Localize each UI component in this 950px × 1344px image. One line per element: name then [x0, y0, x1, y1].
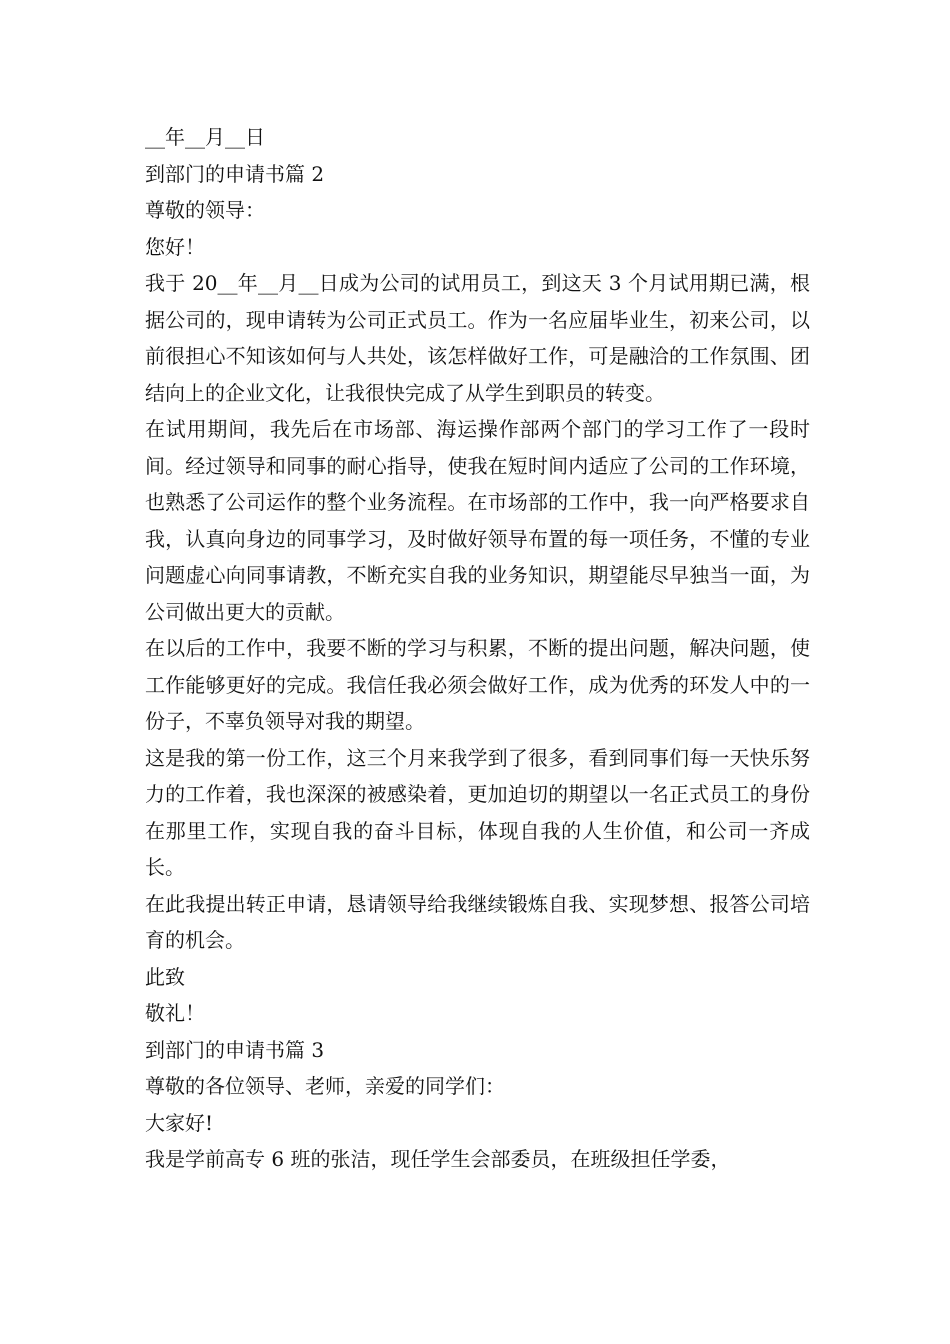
paragraph-intro: 我于 20__年__月__日成为公司的试用员工，到这天 3 个月试用期已满，根据公司的，现申请转为公司正式员工。作为一名应届毕业生，初来公司，以前很担心不知该如何与人共处，该怎样做好工作，可是融洽的工作氛围、团结向上的企业文化，让我很快完成了从学生到职员的转变。 [145, 271, 810, 405]
date-line: __年__月__日 [145, 125, 265, 149]
paragraph-application: 在此我提出转正申请，恳请领导给我继续锻炼自我、实现梦想、报答公司培育的机会。 [145, 891, 810, 952]
document-body [145, 119, 810, 1178]
greeting: 您好！ [145, 234, 205, 259]
paragraph-future-work: 在以后的工作中，我要不断的学习与积累，不断的提出问题，解决问题，使工作能够更好的完成。我信任我必须会做好工作，成为优秀的环发人中的一份子，不辜负领导对我的期望。 [145, 636, 810, 733]
section-title-3: 到部门的申请书篇 3 [145, 1037, 325, 1062]
greeting-2: 大家好! [145, 1110, 214, 1135]
paragraph-first-job: 这是我的第一份工作，这三个月来我学到了很多，看到同事们每一天快乐努力的工作着，我也深深的被感染着，更加迫切的期望以一名正式员工的身份在那里工作，实现自我的奋斗目标，体现自我的人生价值，和公司一齐成长。 [145, 745, 810, 879]
paragraph-trial-period: 在试用期间，我先后在市场部、海运操作部两个部门的学习工作了一段时间。经过领导和同事的耐心指导，使我在短时间内适应了公司的工作环境，也熟悉了公司运作的整个业务流程。在市场部的工作中，我一向严格要求自我，认真向身边的同事学习，及时做好领导布置的每一项任务，不懂的专业问题虚心向同事请教，不断充实自我的业务知识，期望能尽早独当一面，为公司做出更大的贡献。 [145, 417, 810, 624]
section-title-2: 到部门的申请书篇 2 [145, 161, 325, 186]
salutation-2: 尊敬的各位领导、老师，亲爱的同学们： [145, 1074, 505, 1098]
paragraph-self-intro: 我是学前高专 6 班的张洁，现任学生会部委员，在班级担任学委， [145, 1147, 731, 1171]
closing-ci-zhi: 此致 [145, 964, 185, 989]
closing-jing-li: 敬礼！ [145, 1001, 205, 1025]
salutation: 尊敬的领导： [145, 198, 265, 222]
